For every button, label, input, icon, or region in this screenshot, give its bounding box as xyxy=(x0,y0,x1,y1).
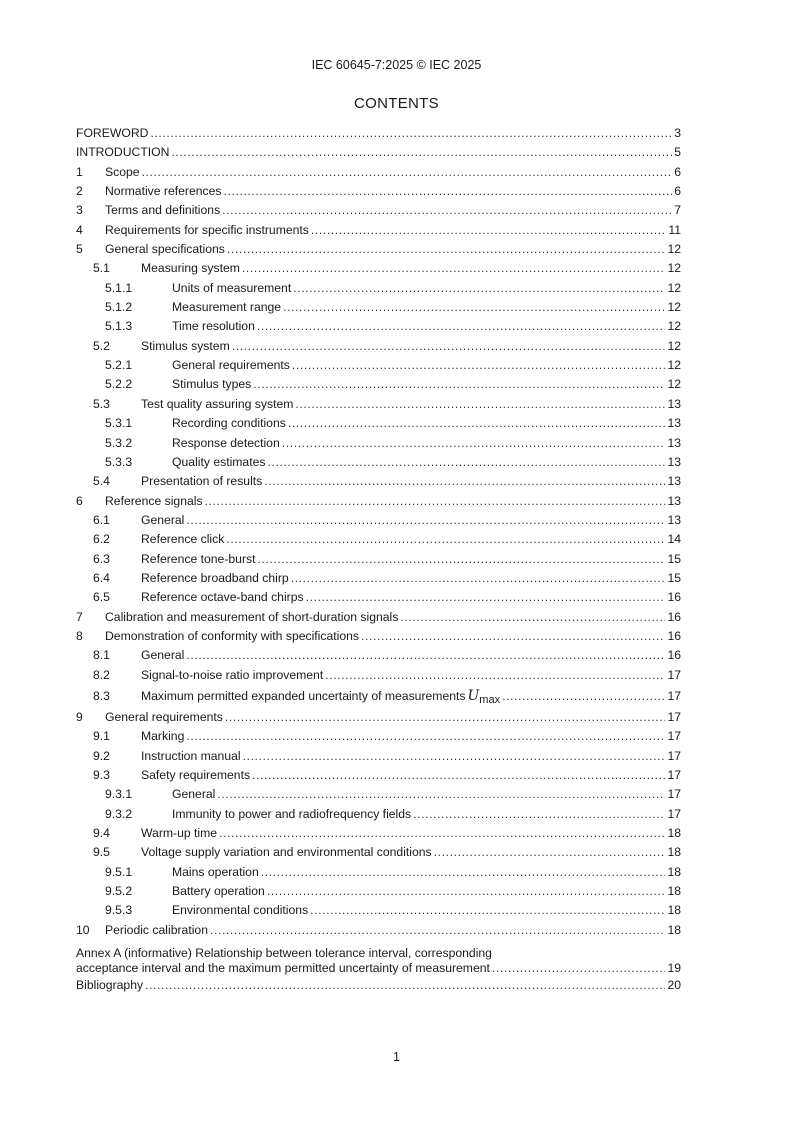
toc-section-number: 6 xyxy=(76,493,83,508)
toc-leader-dots xyxy=(283,298,665,317)
toc-entry-1[interactable] xyxy=(76,163,681,182)
toc-entry-text: Periodic calibration xyxy=(105,922,208,937)
toc-section-number: 9.3 xyxy=(93,768,110,782)
toc-section-number: 9.4 xyxy=(93,826,110,841)
toc-page-number: 16 xyxy=(667,590,681,605)
toc-entry-text: Test quality assuring system xyxy=(141,396,294,411)
toc-entry-text: Signal-to-noise ratio improvement xyxy=(141,667,324,682)
toc-entry-text: Time resolution xyxy=(172,319,255,334)
toc-entry-text: Calibration and measurement of short-duration signals xyxy=(105,609,399,624)
toc-page-number: 17 xyxy=(667,768,681,782)
toc-section-number: 7 xyxy=(76,609,83,624)
toc-leader-dots xyxy=(267,453,665,472)
toc-entry-text: Safety requirements xyxy=(141,768,251,782)
toc-section-number: 10 xyxy=(76,922,90,937)
toc-entry-2[interactable] xyxy=(76,182,681,201)
toc-entry-text: INTRODUCTION xyxy=(76,145,170,160)
toc-section-number: 5.1.1 xyxy=(105,280,133,295)
toc-entry-5-3-1[interactable] xyxy=(76,414,681,433)
toc-section-number: 9.5 xyxy=(93,845,110,860)
toc-entry-text: Measuring system xyxy=(141,261,240,276)
toc-entry-9-5-2[interactable] xyxy=(76,882,681,901)
toc-entry-bibliography[interactable] xyxy=(76,976,681,995)
toc-leader-dots xyxy=(186,727,665,746)
toc-entry-foreword[interactable] xyxy=(76,124,681,143)
toc-section-number: 9.3.1 xyxy=(105,787,133,802)
toc-leader-dots xyxy=(232,337,666,356)
toc-page-number: 15 xyxy=(667,570,681,585)
toc-entry-text: General requirements xyxy=(105,709,223,724)
toc-entry-text: FOREWORD xyxy=(76,126,149,140)
toc-entry-9[interactable] xyxy=(76,708,681,727)
toc-section-number: 3 xyxy=(76,203,83,218)
toc-entry-text: General specifications xyxy=(105,242,225,257)
page-title: CONTENTS xyxy=(354,95,439,112)
symbol-u: U xyxy=(467,687,480,704)
toc-entry-text: Normative references xyxy=(105,184,222,199)
toc-leader-dots xyxy=(306,588,666,607)
toc-page-number: 13 xyxy=(667,493,681,508)
toc-entry-6-4[interactable] xyxy=(76,569,681,588)
toc-entry-text: Reference broadband chirp xyxy=(141,570,289,585)
toc-entry-text: Mains operation xyxy=(172,864,259,879)
toc-leader-dots xyxy=(252,766,665,785)
toc-section-number: 6.1 xyxy=(93,512,110,527)
toc-page-number: 12 xyxy=(667,319,681,334)
toc-page-number: 12 xyxy=(667,300,681,315)
uncertainty-symbol xyxy=(467,685,502,709)
toc-section-number: 8.3 xyxy=(93,688,110,703)
toc-entry-text: Units of measurement xyxy=(172,280,292,295)
toc-section-number: 6.4 xyxy=(93,570,110,585)
toc-entry-7[interactable] xyxy=(76,608,681,627)
toc-leader-dots xyxy=(243,747,666,766)
toc-page-number: 13 xyxy=(667,396,681,411)
toc-section-number: 5.2.2 xyxy=(105,377,133,392)
toc-entry-text: Environmental conditions xyxy=(172,903,309,918)
toc-entry-6[interactable] xyxy=(76,492,681,511)
toc-page-number: 18 xyxy=(667,884,681,899)
toc-page-number: 17 xyxy=(667,787,681,802)
toc-entry-text: General requirements xyxy=(172,358,290,373)
toc-leader-dots xyxy=(261,863,666,882)
toc-entry-text: Terms and definitions xyxy=(105,203,221,218)
toc-page-number: 12 xyxy=(667,261,681,276)
toc-entry-text: Warm-up time xyxy=(141,826,218,841)
toc-entry-introduction[interactable] xyxy=(76,143,681,162)
toc-section-number: 1 xyxy=(76,164,83,179)
toc-leader-dots xyxy=(502,685,665,708)
toc-leader-dots xyxy=(217,785,665,804)
toc-leader-dots xyxy=(210,921,665,940)
toc-leader-dots xyxy=(292,356,666,375)
toc-leader-dots xyxy=(224,182,673,201)
table-of-contents xyxy=(76,124,681,995)
toc-leader-dots xyxy=(311,221,666,240)
toc-leader-dots xyxy=(361,627,665,646)
toc-leader-dots xyxy=(145,976,665,995)
toc-entry-text: Immunity to power and radiofrequency fields xyxy=(172,806,412,821)
toc-page-number: 12 xyxy=(667,358,681,373)
toc-page-number: 13 xyxy=(667,454,681,469)
toc-leader-dots xyxy=(267,882,666,901)
toc-entry-9-1[interactable] xyxy=(76,727,681,746)
toc-leader-dots xyxy=(142,163,673,182)
toc-entry-text: General xyxy=(172,787,216,802)
toc-section-number: 9.2 xyxy=(93,748,110,763)
toc-section-number: 9.1 xyxy=(93,729,110,744)
toc-leader-dots xyxy=(258,550,666,569)
toc-section-number: 6.5 xyxy=(93,590,110,605)
toc-entry-text: Maximum permitted expanded uncertainty of measurements xyxy=(141,688,466,703)
toc-entry-text: General xyxy=(141,512,185,527)
toc-leader-dots xyxy=(434,843,666,862)
toc-entry-annex-a[interactable] xyxy=(76,944,681,976)
toc-entry-5-3[interactable] xyxy=(76,395,681,414)
toc-section-number: 5.1.3 xyxy=(105,319,133,334)
toc-entry-5-2-2[interactable] xyxy=(76,375,681,394)
toc-section-number: 5.4 xyxy=(93,474,110,489)
toc-entry-9-3-2[interactable] xyxy=(76,805,681,824)
toc-leader-dots xyxy=(288,414,666,433)
toc-entry-text: Reference click xyxy=(141,532,225,547)
toc-page-number: 18 xyxy=(667,922,681,937)
toc-leader-dots xyxy=(242,259,666,278)
toc-entry-5-1-1[interactable] xyxy=(76,279,681,298)
toc-page-number: 18 xyxy=(667,864,681,879)
toc-entry-9-3-1[interactable] xyxy=(76,785,681,804)
toc-entry-5[interactable] xyxy=(76,240,681,259)
toc-section-number: 5 xyxy=(76,242,83,257)
toc-entry-5-1[interactable] xyxy=(76,259,681,278)
toc-entry-5-1-3[interactable] xyxy=(76,317,681,336)
toc-page-number: 3 xyxy=(674,126,681,140)
toc-page-number: 17 xyxy=(667,748,681,763)
toc-page-number: 12 xyxy=(667,338,681,353)
toc-entry-5-2[interactable] xyxy=(76,337,681,356)
toc-section-number: 5.3.2 xyxy=(105,435,133,450)
toc-page-number: 7 xyxy=(674,203,681,218)
toc-entry-text: Battery operation xyxy=(172,884,265,899)
toc-leader-dots xyxy=(264,472,665,491)
toc-section-number: 5.3.1 xyxy=(105,416,133,431)
toc-entry-text: Reference octave-band chirps xyxy=(141,590,304,605)
toc-section-number: 5.2.1 xyxy=(105,358,133,373)
toc-entry-text: Instruction manual xyxy=(141,748,241,763)
toc-entry-6-5[interactable] xyxy=(76,588,681,607)
toc-entry-text: Demonstration of conformity with specifications xyxy=(105,628,360,643)
toc-page-number: 16 xyxy=(667,648,681,663)
toc-leader-dots xyxy=(205,492,666,511)
toc-leader-dots xyxy=(257,317,666,336)
toc-leader-dots xyxy=(413,805,665,824)
toc-entry-text: Scope xyxy=(105,164,140,179)
toc-section-number: 5.3 xyxy=(93,396,110,411)
toc-section-number: 5.1.2 xyxy=(105,300,133,315)
document-header: IEC 60645-7:2025 © IEC 2025 xyxy=(311,58,482,72)
toc-section-number: 9.5.2 xyxy=(105,884,133,899)
toc-entry-text: Bibliography xyxy=(76,978,144,993)
toc-page-number: 17 xyxy=(667,667,681,682)
toc-entry-text: Recording conditions xyxy=(172,416,286,431)
toc-entry-text: Response detection xyxy=(172,435,280,450)
toc-section-number: 5.1 xyxy=(93,261,110,276)
toc-entry-4[interactable] xyxy=(76,221,681,240)
toc-page-number: 12 xyxy=(667,377,681,392)
toc-page-number: 13 xyxy=(667,435,681,450)
toc-entry-5-4[interactable] xyxy=(76,472,681,491)
toc-page-number: 16 xyxy=(667,609,681,624)
toc-page-number: 17 xyxy=(667,806,681,821)
toc-section-number: 9.5.1 xyxy=(105,864,133,879)
toc-entry-text: Presentation of results xyxy=(141,474,263,489)
toc-section-number: 2 xyxy=(76,184,83,199)
toc-section-number: 8 xyxy=(76,628,83,643)
toc-leader-dots xyxy=(295,395,665,414)
toc-entry-text: Quality estimates xyxy=(172,454,266,469)
toc-entry-8-1[interactable] xyxy=(76,646,681,665)
toc-leader-dots xyxy=(219,824,665,843)
toc-leader-dots xyxy=(291,569,666,588)
toc-leader-dots xyxy=(293,279,665,298)
toc-page-number: 5 xyxy=(674,145,681,160)
toc-leader-dots xyxy=(186,511,665,530)
toc-page-number: 16 xyxy=(667,628,681,643)
toc-leader-dots xyxy=(222,201,672,220)
toc-page-number: 17 xyxy=(667,729,681,744)
toc-entry-9-5[interactable] xyxy=(76,843,681,862)
page-number-footer: 1 xyxy=(393,1050,400,1064)
toc-page-number: 14 xyxy=(667,532,681,547)
toc-entry-6-2[interactable] xyxy=(76,530,681,549)
toc-entry-9-3[interactable] xyxy=(76,766,681,785)
toc-leader-dots xyxy=(400,608,665,627)
toc-entry-9-5-1[interactable] xyxy=(76,863,681,882)
toc-section-number: 6.3 xyxy=(93,551,110,566)
toc-entry-text: Marking xyxy=(141,729,185,744)
toc-entry-8-2[interactable] xyxy=(76,666,681,685)
toc-entry-text: General xyxy=(141,648,185,663)
toc-entry-5-1-2[interactable] xyxy=(76,298,681,317)
toc-page-number: 20 xyxy=(667,978,681,993)
toc-entry-3[interactable] xyxy=(76,201,681,220)
toc-entry-8-3[interactable] xyxy=(76,685,681,708)
toc-leader-dots xyxy=(150,124,672,143)
toc-entry-6-1[interactable] xyxy=(76,511,681,530)
toc-page-number: 17 xyxy=(667,688,681,703)
toc-page-number: 12 xyxy=(667,280,681,295)
toc-leader-dots xyxy=(310,901,665,920)
toc-entry-6-3[interactable] xyxy=(76,550,681,569)
toc-page-number: 6 xyxy=(674,164,681,179)
toc-page-number: 18 xyxy=(667,826,681,841)
toc-page-number: 17 xyxy=(667,709,681,724)
toc-page-number: 11 xyxy=(668,222,681,237)
toc-page-number: 13 xyxy=(667,416,681,431)
toc-section-number: 5.3.3 xyxy=(105,454,133,469)
toc-entry-text: Measurement range xyxy=(172,300,282,315)
toc-entry-text: Reference tone-burst xyxy=(141,551,256,566)
symbol-subscript: max xyxy=(479,693,501,706)
toc-entry-8[interactable] xyxy=(76,627,681,646)
toc-section-number: 9.5.3 xyxy=(105,903,133,918)
toc-leader-dots xyxy=(282,434,666,453)
toc-section-number: 9.3.2 xyxy=(105,806,133,821)
toc-entry-text: Stimulus system xyxy=(141,338,230,353)
toc-leader-dots xyxy=(225,708,666,727)
toc-section-number: 6.2 xyxy=(93,532,110,547)
toc-leader-dots xyxy=(492,961,666,976)
toc-leader-dots xyxy=(325,666,665,685)
toc-entry-text: Voltage supply variation and environmental conditions xyxy=(141,845,432,860)
toc-annex-line2: acceptance interval and the maximum permitted uncertainty of measurement xyxy=(76,961,490,976)
toc-leader-dots xyxy=(253,375,665,394)
toc-section-number: 9 xyxy=(76,709,83,724)
toc-page-number: 19 xyxy=(667,961,681,976)
toc-leader-dots xyxy=(186,646,665,665)
toc-section-number: 5.2 xyxy=(93,338,110,353)
toc-entry-9-2[interactable] xyxy=(76,747,681,766)
toc-leader-dots xyxy=(226,530,665,549)
toc-section-number: 8.2 xyxy=(93,667,110,682)
toc-entry-text: Reference signals xyxy=(105,493,203,508)
toc-entry-10[interactable] xyxy=(76,921,681,940)
toc-page-number: 18 xyxy=(667,903,681,918)
toc-page-number: 6 xyxy=(674,184,681,199)
toc-entry-5-3-3[interactable] xyxy=(76,453,681,472)
toc-entry-9-5-3[interactable] xyxy=(76,901,681,920)
toc-leader-dots xyxy=(227,240,666,259)
toc-section-number: 4 xyxy=(76,222,83,237)
toc-entry-9-4[interactable] xyxy=(76,824,681,843)
toc-entry-text: Stimulus types xyxy=(172,377,252,392)
toc-section-number: 8.1 xyxy=(93,648,110,663)
toc-page-number: 13 xyxy=(667,512,681,527)
toc-annex-line1: Annex A (informative) Relationship between tolerance interval, corresponding xyxy=(76,946,492,961)
toc-entry-text: Requirements for specific instruments xyxy=(105,222,309,237)
toc-page-number: 15 xyxy=(667,551,681,566)
toc-page-number: 13 xyxy=(667,474,681,489)
toc-page-number: 12 xyxy=(667,242,681,257)
toc-page-number: 18 xyxy=(667,845,681,860)
toc-leader-dots xyxy=(171,143,672,162)
toc-entry-5-3-2[interactable] xyxy=(76,434,681,453)
toc-entry-5-2-1[interactable] xyxy=(76,356,681,375)
